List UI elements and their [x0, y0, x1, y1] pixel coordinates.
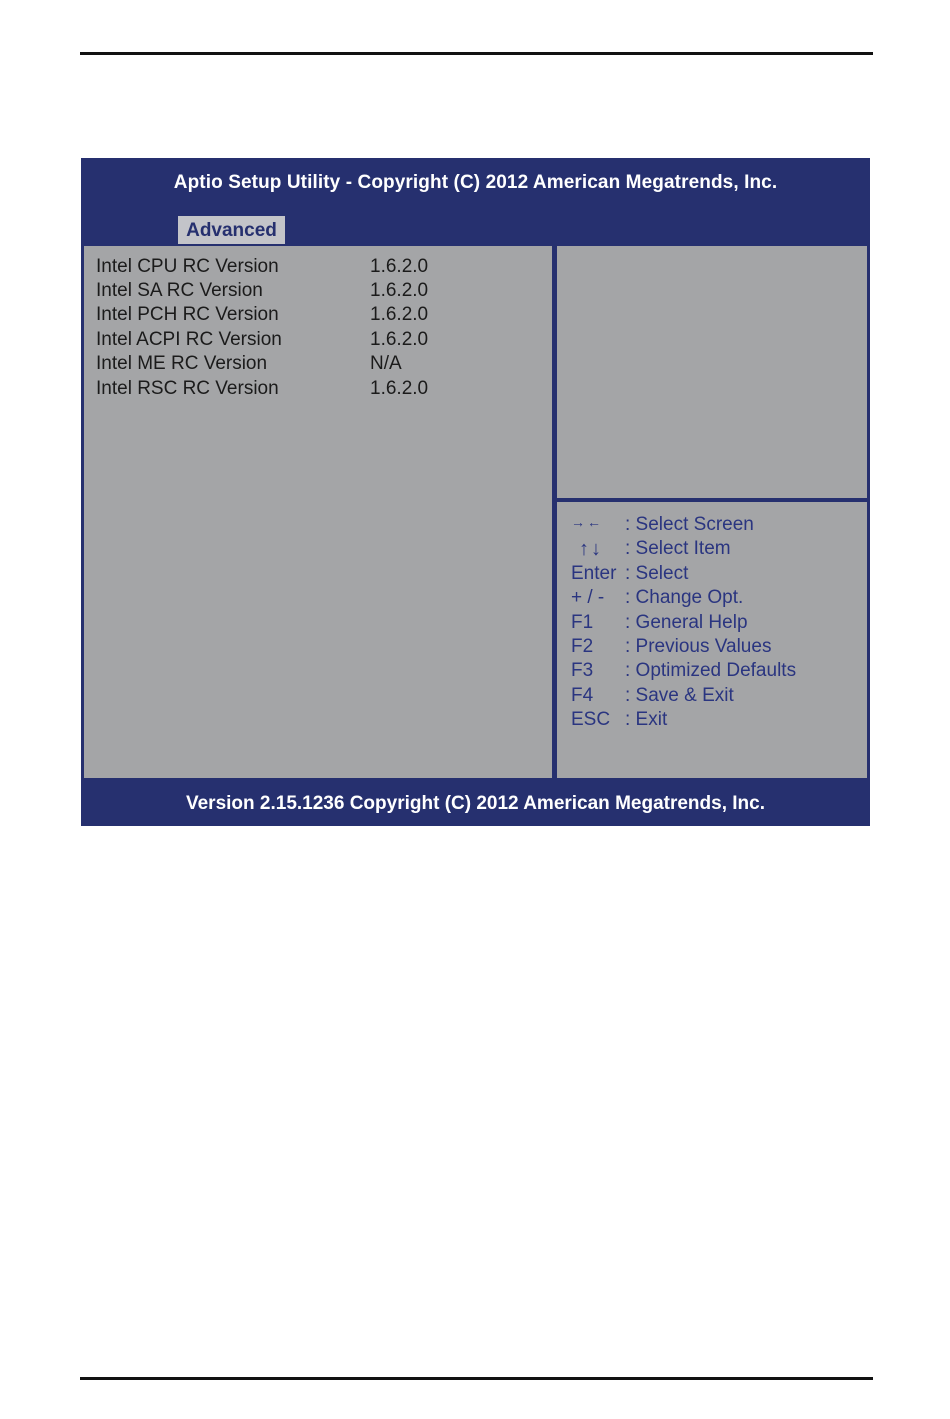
left-right-arrows-icon: →←	[571, 514, 603, 530]
key-description: : Exit	[625, 709, 668, 730]
key-description: : Select Item	[625, 538, 731, 559]
key-description: : Save & Exit	[625, 685, 734, 706]
settings-panel	[84, 246, 552, 778]
setting-value: 1.6.2.0	[370, 280, 429, 301]
setting-label: Intel PCH RC Version	[96, 304, 279, 325]
key-name: F3	[571, 660, 594, 681]
key-description: : Select	[625, 563, 689, 584]
key-description: : Select Screen	[625, 514, 754, 535]
setting-value: N/A	[370, 353, 402, 374]
setting-label: Intel ACPI RC Version	[96, 329, 282, 350]
bios-title: Aptio Setup Utility - Copyright (C) 2012 American Megatrends, Inc.	[173, 172, 778, 193]
setting-label: Intel ME RC Version	[96, 353, 268, 374]
key-description: : General Help	[625, 612, 748, 633]
setting-label: Intel RSC RC Version	[96, 378, 279, 399]
key-name: + / -	[571, 587, 605, 608]
bios-version-footer: Version 2.15.1236 Copyright (C) 2012 American Megatrends, Inc.	[185, 793, 765, 814]
up-down-arrows-icon: ↑↓	[579, 538, 603, 560]
key-description: : Change Opt.	[625, 587, 744, 608]
key-description: : Previous Values	[625, 636, 772, 657]
key-legend-panel	[557, 502, 867, 778]
key-description: : Optimized Defaults	[625, 660, 797, 681]
page-bottom-rule	[80, 1377, 873, 1380]
key-name: ESC	[571, 709, 611, 730]
key-name: F4	[571, 685, 594, 706]
setting-value: 1.6.2.0	[370, 304, 429, 325]
page-top-rule	[80, 52, 873, 55]
item-help-panel	[557, 246, 867, 498]
tab-advanced[interactable]: Advanced	[178, 216, 285, 244]
setting-value: 1.6.2.0	[370, 378, 429, 399]
setting-value: 1.6.2.0	[370, 256, 429, 277]
setting-value: 1.6.2.0	[370, 329, 429, 350]
setting-label: Intel SA RC Version	[96, 280, 263, 301]
key-name: Enter	[571, 563, 617, 584]
key-name: F2	[571, 636, 594, 657]
key-name: F1	[571, 612, 594, 633]
setting-label: Intel CPU RC Version	[96, 256, 279, 277]
bios-setup-screen	[81, 158, 870, 826]
